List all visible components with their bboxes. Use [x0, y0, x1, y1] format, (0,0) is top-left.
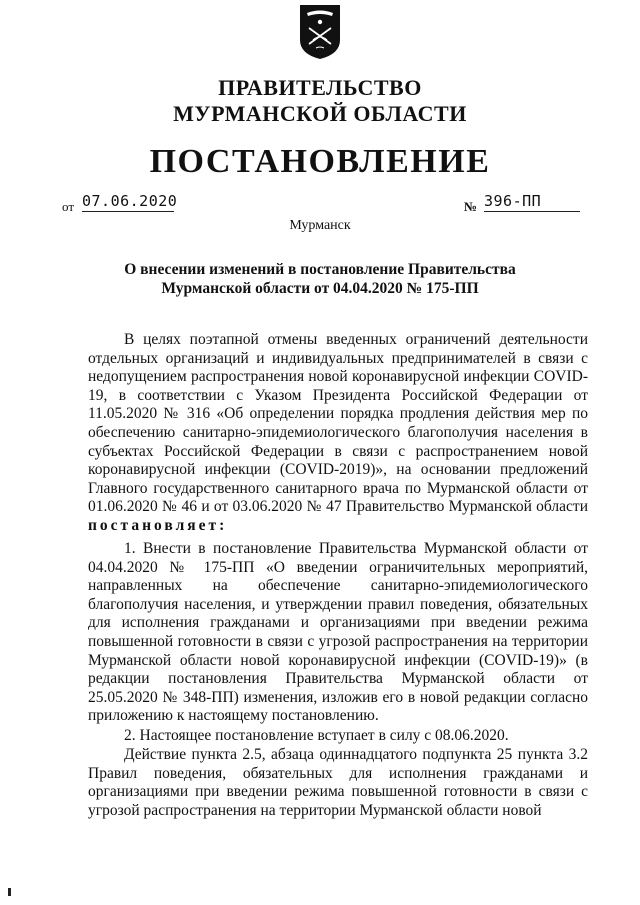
title-line2: Мурманской области от 04.04.2020 № 175-ПП	[161, 280, 479, 297]
number-prefix: №	[464, 199, 478, 214]
document-title	[0, 260, 640, 298]
date-prefix: от	[62, 199, 75, 214]
page-mark	[8, 888, 11, 896]
title-line1: О внесении изменений в постановление Правительства	[124, 261, 516, 278]
org-name-line1: ПРАВИТЕЛЬСТВО	[218, 75, 422, 100]
paragraph-preamble	[88, 331, 588, 536]
city: Мурманск	[289, 218, 351, 233]
org-name-line2: МУРМАНСКОЙ ОБЛАСТИ	[173, 101, 467, 126]
paragraph-item-2: 2. Настоящее постановление вступает в силу с 08.06.2020.	[124, 727, 509, 744]
paragraph-item-1: 1. Внести в постановление Правительства Мурманской области от 04.04.2020 № 175-ПП «О введении ограничительных мероприятий, направленных на обеспечение санитарно-эпидемиологического благополучия населения, и утверждении правил поведения, обязательных для исполнения гражданами и организациями при введении режима повышенной готовности в связи с угрозой распространения на территории Мурманской области новой коронавирусной инфекции (COVID-19)» (в редакции постановления Правительства Мурманской области от 25.05.2020 № 348-ПП) изменения, изложив его в новой редакции согласно приложению к настоящему постановлению.	[88, 540, 588, 725]
document-date: 07.06.2020	[82, 192, 178, 210]
document-number: 396-ПП	[484, 192, 580, 212]
coat-of-arms-icon	[299, 4, 341, 60]
paragraph-action: Действие пункта 2.5, абзаца одиннадцатого подпункта 25 пункта 3.2 Правил поведения, обязательных для исполнения гражданами и организациями при введении режима повышенной готовности в связи с угрозой распространения на территории Мурманской области новой	[88, 746, 588, 819]
resolves-keyword: постановляет:	[88, 516, 228, 534]
document-type: ПОСТАНОВЛЕНИЕ	[149, 143, 491, 180]
preamble-text: В целях поэтапной отмены введенных ограничений деятельности отдельных организаций и индивидуальных предпринимателей в связи с недопущением распространения новой коронавирусной инфекции COVID-19, в соответствии с Указом Президента Российской Федерации от 11.05.2020 № 316 «Об определении порядка продления действия мер по обеспечению санитарно-эпидемиологического благополучия населения в субъектах Российской Федерации в связи с распространением новой коронавирусной инфекции (COVID-2019)», на основании предложений Главного государственного санитарного врача по Мурманской области от 01.06.2020 № 46 и от 03.06.2020 № 47 Правительство Мурманской области	[88, 331, 588, 516]
